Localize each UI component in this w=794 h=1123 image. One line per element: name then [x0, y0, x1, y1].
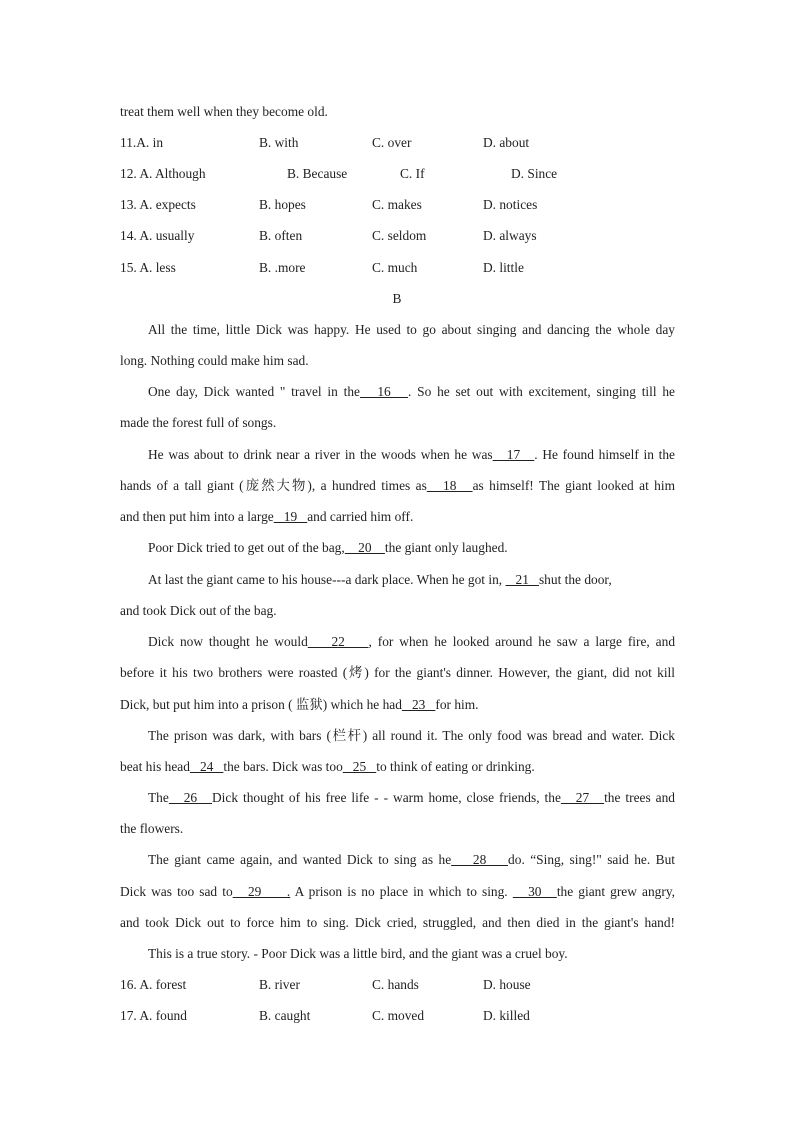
question-17-options — [0, 1006, 794, 1026]
text-fragment: shut the door, — [538, 572, 612, 587]
option-d: D. house — [483, 977, 531, 992]
option-b: B. river — [259, 977, 300, 992]
option-a: 12. A. Although — [120, 166, 206, 181]
option-d: D. Since — [511, 166, 558, 181]
story-line — [148, 788, 675, 808]
text-fragment: the bars. Dick was too — [223, 759, 343, 774]
option-a: 11.A. in — [120, 135, 164, 150]
option-d: D. about — [483, 135, 530, 150]
text-fragment: Dick thought of his free life - - warm home, close friends, the — [212, 790, 561, 805]
story-line — [120, 757, 675, 777]
option-c: C. seldom — [372, 228, 427, 243]
passage-a-tail: treat them well when they become old. — [120, 104, 328, 119]
option-b: B. Because — [287, 166, 348, 181]
blank-19: 19 — [273, 509, 308, 524]
blank-18: 18 — [426, 478, 473, 493]
blank-22: 22 — [307, 634, 369, 649]
story-line — [148, 382, 675, 402]
text-fragment: beat his head — [120, 759, 190, 774]
blank-26: 26 — [168, 790, 213, 805]
text-fragment: to think of eating or drinking. — [376, 759, 535, 774]
text-fragment: The giant came again, and wanted Dick to sing as he — [148, 852, 452, 867]
blank-24: 24 — [189, 759, 224, 774]
story-line — [120, 507, 675, 527]
text-fragment: Dick now thought he would — [148, 634, 308, 649]
story-line — [148, 445, 675, 465]
blank-30: 30 — [512, 884, 557, 899]
option-b: B. hopes — [259, 197, 306, 212]
option-d: D. little — [483, 260, 524, 275]
section-heading-b: B — [392, 291, 402, 306]
story-line: before it his two brothers were roasted (烤) for the giant's dinner. However, the giant, did not kill — [120, 665, 675, 680]
option-a: 17. A. found — [120, 1008, 187, 1023]
story-line — [120, 476, 675, 496]
option-a: 15. A. less — [120, 260, 176, 275]
question-14-options — [0, 226, 794, 246]
question-13-options — [0, 195, 794, 215]
option-c: C. much — [372, 260, 418, 275]
story-line: and took Dick out to force him to sing. Dick cried, struggled, and then died in the giant's hand! — [120, 915, 675, 930]
option-c: C. moved — [372, 1008, 425, 1023]
text-fragment: The — [148, 790, 169, 805]
option-c: C. If — [400, 166, 425, 181]
text-fragment: At last the giant came to his house---a dark place. When he got in, — [148, 572, 503, 587]
text-fragment: , for when he looked around he saw a large fire, and — [368, 634, 676, 649]
story-line — [120, 695, 675, 715]
text-fragment: Dick was too sad to — [120, 884, 233, 899]
text-fragment: hands of a tall giant (庞然大物), a hundred times as — [120, 478, 427, 493]
option-d: D. killed — [483, 1008, 530, 1023]
story-line: the flowers. — [120, 821, 184, 836]
story-line: All the time, little Dick was happy. He used to go about singing and dancing the whole day — [148, 322, 675, 337]
story-line: and took Dick out of the bag. — [120, 603, 277, 618]
story-line — [148, 850, 675, 870]
option-c: C. makes — [372, 197, 422, 212]
story-line — [148, 538, 675, 558]
story-line: made the forest full of songs. — [120, 415, 277, 430]
blank-20: 20 — [344, 540, 385, 555]
option-d: D. notices — [483, 197, 538, 212]
story-line — [148, 632, 675, 652]
blank-27: 27 — [560, 790, 605, 805]
story-line: The prison was dark, with bars (栏杆) all round it. The only food was bread and water. Dick — [148, 728, 675, 743]
text-fragment: the giant only laughed. — [384, 540, 508, 555]
text-fragment: the trees and — [604, 790, 675, 805]
text-fragment: A prison is no place in which to sing. — [290, 884, 508, 899]
text-fragment: the giant grew angry, — [556, 884, 675, 899]
option-b: B. often — [259, 228, 303, 243]
option-a: 14. A. usually — [120, 228, 195, 243]
text-fragment: and then put him into a large — [120, 509, 274, 524]
option-b: B. .more — [259, 260, 306, 275]
option-c: C. hands — [372, 977, 419, 992]
text-fragment: as himself! The giant looked at him — [472, 478, 676, 493]
blank-25: 25 — [342, 759, 377, 774]
option-b: B. caught — [259, 1008, 311, 1023]
text-fragment: . So he set out with excitement, singing till he — [408, 384, 675, 399]
story-line: long. Nothing could make him sad. — [120, 353, 309, 368]
story-line: This is a true story. - Poor Dick was a little bird, and the giant was a cruel boy. — [148, 946, 568, 961]
question-15-options — [0, 258, 794, 278]
story-line — [120, 882, 675, 902]
option-d: D. always — [483, 228, 537, 243]
blank-28: 28 — [451, 852, 509, 867]
blank-16: 16 — [359, 384, 409, 399]
option-a: 13. A. expects — [120, 197, 196, 212]
blank-23: 23 — [401, 697, 436, 712]
blank-29: 29 . — [232, 884, 291, 899]
text-fragment: One day, Dick wanted " travel in the — [148, 384, 360, 399]
text-fragment: and carried him off. — [307, 509, 414, 524]
blank-21: 21 — [505, 572, 539, 587]
text-fragment: He was about to drink near a river in the woods when he was — [148, 447, 493, 462]
text-fragment: . He found himself in the — [534, 447, 675, 462]
text-fragment: do. “Sing, sing!" said he. But — [508, 852, 675, 867]
text-fragment: Dick, but put him into a prison ( 监狱) which he had — [120, 697, 402, 712]
option-c: C. over — [372, 135, 412, 150]
story-line — [148, 570, 675, 590]
question-11-options — [0, 133, 794, 153]
question-12-options — [0, 164, 794, 184]
option-b: B. with — [259, 135, 299, 150]
option-a: 16. A. forest — [120, 977, 187, 992]
text-fragment: for him. — [435, 697, 479, 712]
text-fragment: Poor Dick tried to get out of the bag, — [148, 540, 345, 555]
question-16-options — [0, 975, 794, 995]
blank-17: 17 — [492, 447, 535, 462]
